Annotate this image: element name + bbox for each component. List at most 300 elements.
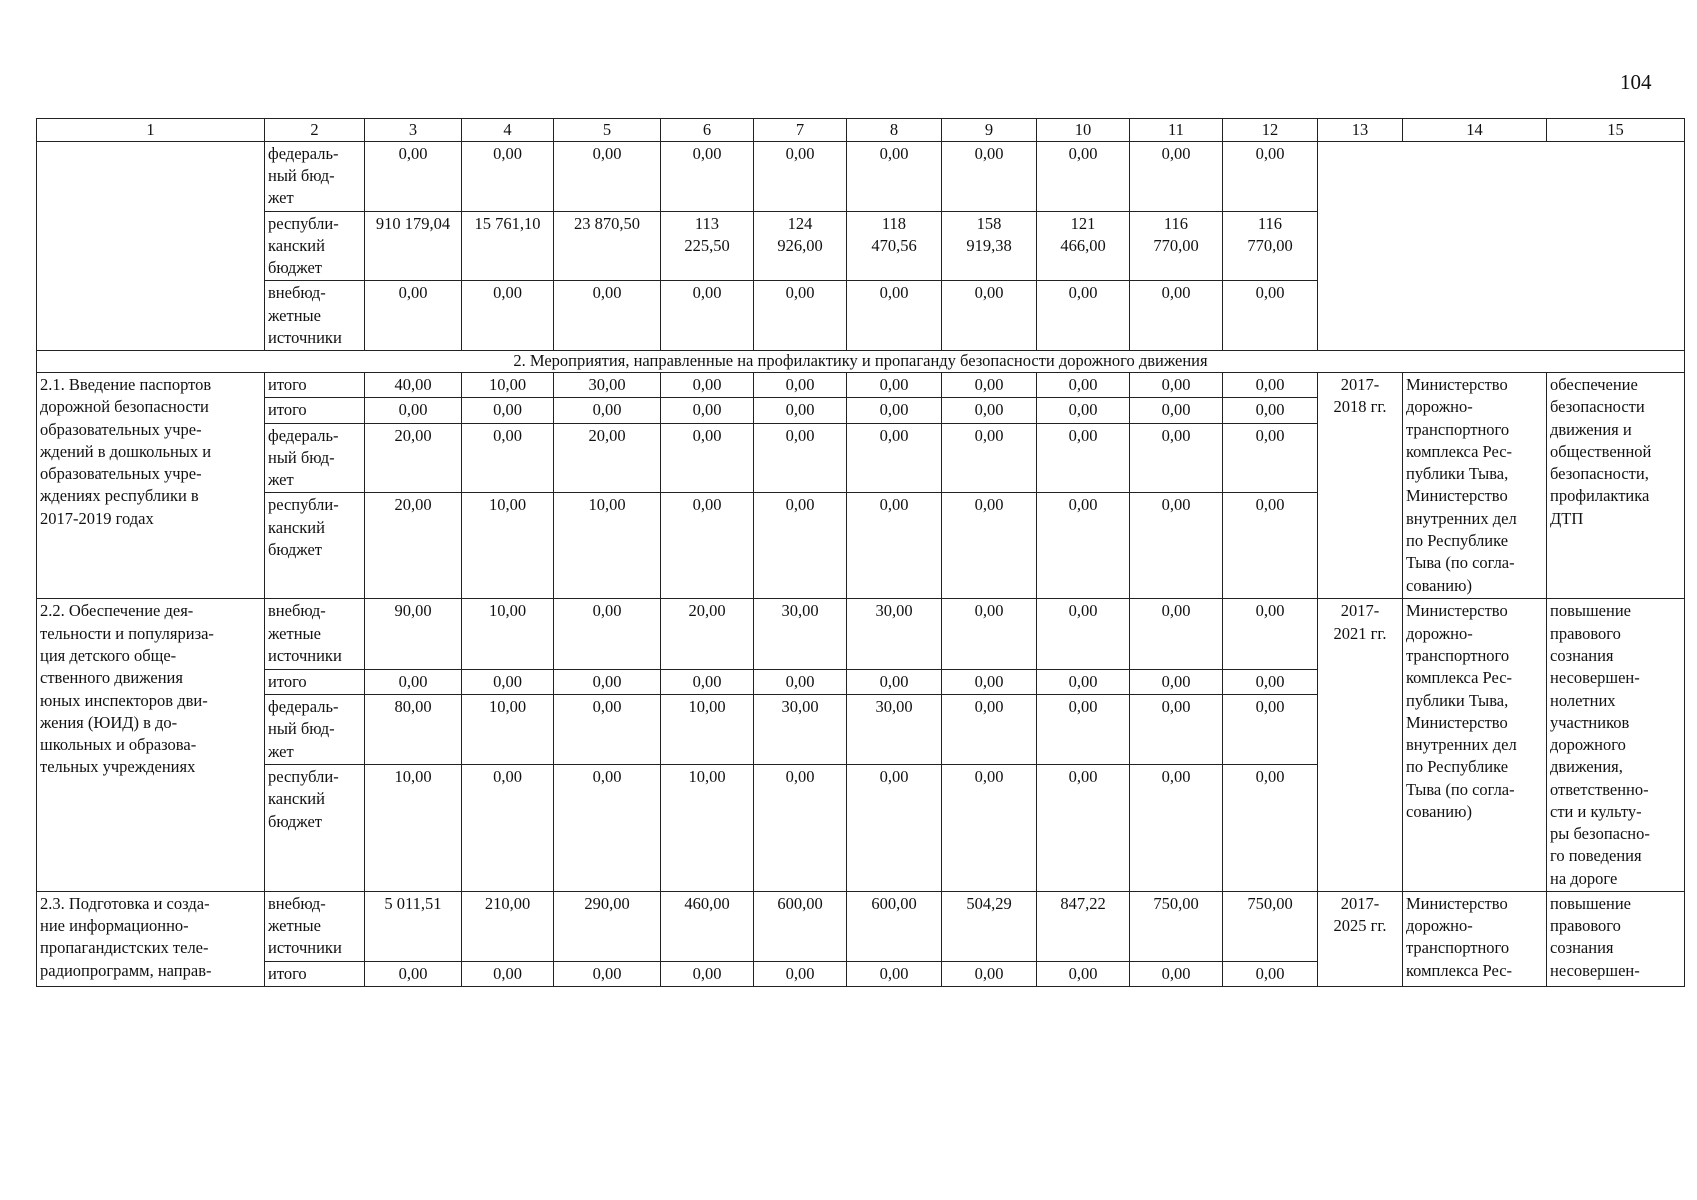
- value-cell: [554, 599, 661, 669]
- value-cell: [661, 373, 754, 398]
- value-cell: [661, 141, 754, 211]
- value-cell: [1037, 669, 1130, 694]
- source-label-text: федераль- ный бюд- жет: [268, 143, 339, 208]
- period-cell-text: 2017- 2025 гг.: [1333, 893, 1387, 936]
- value-cell-text: 0,00: [493, 767, 522, 787]
- value-cell-text: 0,00: [1161, 767, 1191, 787]
- source-label-text: республи- канский бюджет: [268, 495, 339, 560]
- value-cell: [1130, 398, 1223, 423]
- value-cell: [462, 765, 554, 892]
- value-cell-text: 121 466,00: [1060, 213, 1106, 255]
- value-cell: [1130, 961, 1223, 986]
- value-cell: [462, 669, 554, 694]
- value-cell: [1223, 669, 1318, 694]
- value-cell: [1037, 211, 1130, 281]
- value-cell: [365, 398, 462, 423]
- value-cell-text: 30,00: [781, 697, 819, 717]
- value-cell-text: 20,00: [394, 425, 432, 445]
- source-label-text: итого: [268, 963, 307, 983]
- table-row: [37, 141, 1685, 211]
- source-label-text: итого: [268, 671, 307, 691]
- value-cell: [1037, 599, 1130, 669]
- value-cell: [661, 891, 754, 961]
- value-cell: [1037, 891, 1130, 961]
- value-cell: [942, 281, 1037, 351]
- value-cell: [462, 891, 554, 961]
- value-cell-text: 0,00: [592, 143, 622, 163]
- empty-name-cell: [37, 141, 265, 350]
- value-cell-text: 0,00: [1255, 495, 1285, 515]
- value-cell-text: 116 770,00: [1153, 213, 1199, 255]
- value-cell: [942, 373, 1037, 398]
- value-cell: [462, 141, 554, 211]
- value-cell-text: 0,00: [493, 283, 522, 303]
- column-number-6: 6: [661, 119, 754, 142]
- value-cell: [942, 891, 1037, 961]
- value-cell-text: 600,00: [777, 893, 823, 913]
- source-label: [265, 423, 365, 493]
- value-cell-text: 118 470,56: [871, 213, 917, 255]
- value-cell-text: 5 011,51: [384, 893, 442, 913]
- period-cell-text: 2017- 2018 гг.: [1333, 375, 1387, 417]
- value-cell-text: 10,00: [488, 375, 527, 395]
- value-cell-text: 0,00: [1255, 767, 1285, 787]
- value-cell: [661, 599, 754, 669]
- value-cell: [754, 211, 847, 281]
- value-cell-text: 0,00: [1255, 425, 1285, 445]
- value-cell: [1223, 493, 1318, 599]
- value-cell-text: 0,00: [879, 767, 909, 787]
- value-cell: [365, 211, 462, 281]
- value-cell: [462, 373, 554, 398]
- measure-name-text: 2.3. Подготовка и созда- ние информационно- пропагандистских теле- радиопрограмм, направ-: [40, 893, 212, 980]
- value-cell-text: 0,00: [398, 400, 428, 420]
- value-cell-text: 0,00: [692, 495, 722, 515]
- source-label: [265, 211, 365, 281]
- value-cell-text: 10,00: [588, 495, 626, 515]
- value-cell-text: 0,00: [1068, 283, 1098, 303]
- value-cell-text: 0,00: [1255, 400, 1285, 420]
- value-cell-text: 0,00: [974, 671, 1004, 691]
- value-cell-text: 0,00: [879, 671, 909, 691]
- value-cell-text: 0,00: [974, 375, 1004, 395]
- value-cell-text: 0,00: [692, 425, 722, 445]
- value-cell: [942, 599, 1037, 669]
- value-cell: [1130, 599, 1223, 669]
- value-cell: [1223, 891, 1318, 961]
- value-cell-text: 0,00: [1255, 601, 1285, 621]
- value-cell: [1037, 423, 1130, 493]
- column-number-2: 2: [265, 119, 365, 142]
- executor-cell-text: Министерство дорожно- транспортного комплекса Рес- публики Тыва, Министерство внутренних дел по Республике Тыва (по согла- сованию): [1406, 601, 1517, 821]
- value-cell-text: 0,00: [879, 143, 909, 163]
- value-cell: [942, 211, 1037, 281]
- value-cell: [661, 211, 754, 281]
- source-label-text: внебюд- жетные источники: [268, 601, 342, 666]
- value-cell-text: 20,00: [394, 495, 432, 515]
- value-cell-text: 0,00: [692, 143, 722, 163]
- value-cell: [754, 423, 847, 493]
- column-number-13: 13: [1318, 119, 1403, 142]
- budget-table: [36, 118, 1685, 987]
- value-cell-text: 116 770,00: [1247, 213, 1293, 255]
- section-row: [37, 351, 1685, 373]
- executor-cell-text: Министерство дорожно- транспортного комплекса Рес-: [1406, 893, 1513, 980]
- value-cell: [754, 961, 847, 986]
- value-cell-text: 0,00: [974, 697, 1004, 717]
- value-cell-text: 0,00: [1161, 697, 1191, 717]
- value-cell-text: 0,00: [974, 283, 1004, 303]
- value-cell-text: 0,00: [1068, 400, 1098, 420]
- value-cell: [1223, 211, 1318, 281]
- value-cell-text: 113 225,50: [684, 213, 730, 255]
- value-cell: [1130, 423, 1223, 493]
- value-cell: [554, 765, 661, 892]
- value-cell-text: 0,00: [1068, 601, 1098, 621]
- value-cell: [942, 765, 1037, 892]
- result-cell: [1547, 891, 1685, 986]
- value-cell: [1223, 373, 1318, 398]
- value-cell-text: 0,00: [592, 400, 622, 420]
- value-cell: [1223, 765, 1318, 892]
- value-cell: [754, 669, 847, 694]
- column-number-9: 9: [942, 119, 1037, 142]
- value-cell-text: 0,00: [974, 767, 1004, 787]
- result-cell-text: обеспечение безопасности движения и общественной безопасности, профилактика ДТП: [1550, 375, 1652, 528]
- value-cell-text: 0,00: [692, 671, 722, 691]
- value-cell-text: 158 919,38: [966, 213, 1012, 255]
- value-cell: [554, 493, 661, 599]
- value-cell-text: 10,00: [688, 697, 726, 717]
- value-cell-text: 504,29: [966, 893, 1012, 913]
- value-cell: [942, 423, 1037, 493]
- value-cell-text: 0,00: [879, 425, 909, 445]
- value-cell-text: 0,00: [879, 963, 909, 983]
- value-cell: [847, 373, 942, 398]
- value-cell: [462, 961, 554, 986]
- value-cell-text: 0,00: [1068, 425, 1098, 445]
- value-cell: [661, 281, 754, 351]
- source-label-text: республи- канский бюджет: [268, 213, 339, 278]
- source-label: [265, 765, 365, 892]
- value-cell: [365, 765, 462, 892]
- column-number-11: 11: [1130, 119, 1223, 142]
- value-cell: [365, 281, 462, 351]
- value-cell-text: 0,00: [879, 495, 909, 515]
- value-cell: [754, 281, 847, 351]
- value-cell-text: 290,00: [584, 893, 630, 913]
- value-cell-text: 10,00: [488, 697, 527, 717]
- value-cell: [661, 423, 754, 493]
- value-cell-text: 0,00: [493, 143, 522, 163]
- value-cell: [847, 141, 942, 211]
- value-cell-text: 0,00: [974, 963, 1004, 983]
- value-cell: [661, 398, 754, 423]
- value-cell-text: 0,00: [1161, 601, 1191, 621]
- value-cell-text: 0,00: [592, 601, 622, 621]
- column-number-8: 8: [847, 119, 942, 142]
- period-cell: [1318, 373, 1403, 599]
- source-label-text: итого: [268, 400, 307, 420]
- table-row: [37, 599, 1685, 669]
- value-cell-text: 0,00: [592, 283, 622, 303]
- source-label: [265, 599, 365, 669]
- value-cell-text: 0,00: [974, 495, 1004, 515]
- value-cell: [1223, 398, 1318, 423]
- value-cell-text: 0,00: [1255, 375, 1285, 395]
- value-cell: [365, 961, 462, 986]
- value-cell: [942, 141, 1037, 211]
- executor-cell-text: Министерство дорожно- транспортного комплекса Рес- публики Тыва, Министерство внутренних дел по Республике Тыва (по согла- сованию): [1406, 375, 1517, 595]
- value-cell-text: 0,00: [1255, 283, 1285, 303]
- value-cell-text: 0,00: [398, 963, 428, 983]
- value-cell: [754, 493, 847, 599]
- value-cell: [554, 398, 661, 423]
- value-cell-text: 0,00: [692, 283, 722, 303]
- value-cell: [1037, 373, 1130, 398]
- value-cell-text: 20,00: [688, 601, 726, 621]
- value-cell-text: 0,00: [785, 767, 815, 787]
- value-cell: [754, 141, 847, 211]
- value-cell: [554, 695, 661, 765]
- value-cell-text: 0,00: [1068, 375, 1098, 395]
- value-cell-text: 0,00: [1255, 963, 1285, 983]
- value-cell: [847, 493, 942, 599]
- value-cell: [661, 493, 754, 599]
- value-cell: [1130, 493, 1223, 599]
- result-cell: [1547, 599, 1685, 891]
- value-cell-text: 0,00: [1161, 495, 1191, 515]
- value-cell: [1223, 599, 1318, 669]
- value-cell: [462, 281, 554, 351]
- value-cell: [365, 423, 462, 493]
- value-cell-text: 0,00: [1068, 495, 1098, 515]
- value-cell-text: 750,00: [1153, 893, 1199, 913]
- value-cell: [365, 891, 462, 961]
- value-cell-text: 460,00: [684, 893, 730, 913]
- value-cell: [847, 891, 942, 961]
- value-cell: [1037, 765, 1130, 892]
- result-cell: [1547, 373, 1685, 599]
- column-number-15: 15: [1547, 119, 1685, 142]
- value-cell: [462, 599, 554, 669]
- value-cell-text: 0,00: [493, 400, 522, 420]
- value-cell-text: 0,00: [785, 963, 815, 983]
- value-cell-text: 750,00: [1247, 893, 1293, 913]
- value-cell-text: 80,00: [394, 697, 432, 717]
- value-cell: [847, 669, 942, 694]
- value-cell-text: 0,00: [879, 400, 909, 420]
- value-cell-text: 90,00: [394, 601, 432, 621]
- value-cell-text: 0,00: [785, 400, 815, 420]
- value-cell: [661, 695, 754, 765]
- value-cell: [1223, 961, 1318, 986]
- value-cell-text: 10,00: [488, 495, 527, 515]
- value-cell-text: 0,00: [692, 375, 722, 395]
- value-cell-text: 0,00: [1068, 697, 1098, 717]
- value-cell: [554, 141, 661, 211]
- executor-cell: [1403, 891, 1547, 986]
- value-cell: [1037, 961, 1130, 986]
- value-cell: [1130, 891, 1223, 961]
- value-cell: [1223, 141, 1318, 211]
- value-cell: [554, 423, 661, 493]
- column-number-1: 1: [37, 119, 265, 142]
- value-cell-text: 0,00: [879, 375, 909, 395]
- value-cell: [554, 211, 661, 281]
- value-cell: [554, 961, 661, 986]
- value-cell-text: 0,00: [974, 601, 1004, 621]
- value-cell-text: 0,00: [692, 400, 722, 420]
- source-label-text: внебюд- жетные источники: [268, 283, 342, 347]
- value-cell: [1223, 281, 1318, 351]
- measure-name-text: 2.1. Введение паспортов дорожной безопасности образовательных учре- ждений в дошкольных и образовательных учре- ждениях республики в 2017-2019 годах: [40, 375, 212, 528]
- value-cell-text: 0,00: [1068, 671, 1098, 691]
- value-cell-text: 0,00: [1068, 143, 1098, 163]
- value-cell-text: 0,00: [1255, 697, 1285, 717]
- value-cell-text: 0,00: [1068, 767, 1098, 787]
- column-number-14: 14: [1403, 119, 1547, 142]
- source-label: [265, 281, 365, 351]
- value-cell-text: 210,00: [484, 893, 531, 913]
- source-label: [265, 398, 365, 423]
- value-cell: [1130, 695, 1223, 765]
- value-cell: [365, 141, 462, 211]
- value-cell-text: 0,00: [1161, 143, 1191, 163]
- source-label: [265, 373, 365, 398]
- source-label: [265, 141, 365, 211]
- value-cell: [754, 599, 847, 669]
- value-cell: [1037, 493, 1130, 599]
- measure-name: [37, 599, 265, 891]
- value-cell: [754, 891, 847, 961]
- result-cell-text: повышение правового сознания несовершен- нолетних участников дорожного движения, ответственно- сти и культу- ры безопасно- го поведения на дороге: [1550, 601, 1650, 888]
- period-cell: [1318, 599, 1403, 891]
- executor-cell: [1403, 599, 1547, 891]
- value-cell-text: 0,00: [974, 400, 1004, 420]
- empty-info-cell: [1318, 141, 1685, 350]
- source-label-text: федераль- ный бюд- жет: [268, 697, 339, 761]
- source-label-text: федераль- ный бюд- жет: [268, 425, 339, 490]
- value-cell-text: 0,00: [1161, 963, 1191, 983]
- value-cell-text: 0,00: [493, 671, 522, 691]
- table-row: [37, 373, 1685, 398]
- result-cell-text: повышение правового сознания несовершен-: [1550, 893, 1640, 980]
- value-cell: [365, 493, 462, 599]
- value-cell-text: 30,00: [875, 697, 913, 717]
- period-cell-text: 2017- 2021 гг.: [1333, 601, 1387, 643]
- value-cell: [754, 398, 847, 423]
- value-cell-text: 0,00: [398, 143, 428, 163]
- value-cell-text: 0,00: [398, 671, 428, 691]
- value-cell: [847, 765, 942, 892]
- value-cell: [847, 211, 942, 281]
- value-cell: [462, 423, 554, 493]
- value-cell-text: 0,00: [1161, 425, 1191, 445]
- measure-name-text: 2.2. Обеспечение дея- тельности и популяриза- ция детского обще- ственного движения юных инспекторов дви- жения (ЮИД) в до- школьных и образова- тельных учреждениях: [40, 601, 214, 777]
- value-cell: [1037, 398, 1130, 423]
- measure-name: [37, 373, 265, 599]
- value-cell-text: 0,00: [1255, 143, 1285, 163]
- value-cell: [942, 695, 1037, 765]
- value-cell: [554, 281, 661, 351]
- value-cell-text: 0,00: [785, 283, 815, 303]
- value-cell-text: 0,00: [1068, 963, 1098, 983]
- column-number-7: 7: [754, 119, 847, 142]
- value-cell: [365, 669, 462, 694]
- value-cell: [554, 891, 661, 961]
- value-cell-text: 0,00: [785, 425, 815, 445]
- value-cell-text: 30,00: [875, 601, 913, 621]
- value-cell-text: 0,00: [1161, 283, 1191, 303]
- value-cell-text: 30,00: [781, 601, 819, 621]
- source-label: [265, 493, 365, 599]
- value-cell: [554, 373, 661, 398]
- value-cell-text: 10,00: [688, 767, 726, 787]
- source-label: [265, 891, 365, 961]
- section-title: 2. Мероприятия, направленные на профилактику и пропаганду безопасности дорожного движения: [37, 351, 1685, 373]
- value-cell: [661, 765, 754, 892]
- value-cell-text: 0,00: [974, 143, 1004, 163]
- table-row: [37, 891, 1685, 961]
- source-label-text: республи- канский бюджет: [268, 767, 339, 831]
- value-cell-text: 0,00: [493, 963, 522, 983]
- value-cell-text: 847,22: [1060, 893, 1106, 913]
- value-cell: [847, 423, 942, 493]
- value-cell: [1223, 423, 1318, 493]
- column-number-3: 3: [365, 119, 462, 142]
- value-cell: [1223, 695, 1318, 765]
- value-cell: [365, 373, 462, 398]
- column-number-5: 5: [554, 119, 661, 142]
- page-number: 104: [1620, 70, 1652, 94]
- value-cell-text: 0,00: [493, 425, 522, 445]
- value-cell: [365, 599, 462, 669]
- value-cell-text: 124 926,00: [777, 213, 823, 255]
- value-cell-text: 0,00: [879, 283, 909, 303]
- value-cell-text: 30,00: [588, 375, 626, 395]
- value-cell: [942, 669, 1037, 694]
- value-cell: [1037, 695, 1130, 765]
- value-cell: [1130, 281, 1223, 351]
- value-cell-text: 0,00: [398, 283, 428, 303]
- measure-name: [37, 891, 265, 986]
- value-cell: [1130, 141, 1223, 211]
- value-cell-text: 15 761,10: [474, 213, 541, 233]
- value-cell: [942, 398, 1037, 423]
- value-cell: [847, 695, 942, 765]
- value-cell: [462, 211, 554, 281]
- value-cell: [754, 765, 847, 892]
- value-cell-text: 23 870,50: [574, 213, 640, 233]
- header-row: [37, 119, 1685, 142]
- value-cell-text: 910 179,04: [375, 213, 451, 233]
- executor-cell: [1403, 373, 1547, 599]
- value-cell-text: 0,00: [1161, 400, 1191, 420]
- value-cell-text: 0,00: [785, 375, 815, 395]
- value-cell: [1037, 141, 1130, 211]
- value-cell: [661, 669, 754, 694]
- value-cell-text: 0,00: [592, 963, 622, 983]
- column-number-4: 4: [462, 119, 554, 142]
- column-number-10: 10: [1037, 119, 1130, 142]
- value-cell-text: 0,00: [1161, 375, 1191, 395]
- value-cell-text: 0,00: [1255, 671, 1285, 691]
- value-cell: [847, 961, 942, 986]
- value-cell: [661, 961, 754, 986]
- value-cell: [462, 695, 554, 765]
- source-label: [265, 695, 365, 765]
